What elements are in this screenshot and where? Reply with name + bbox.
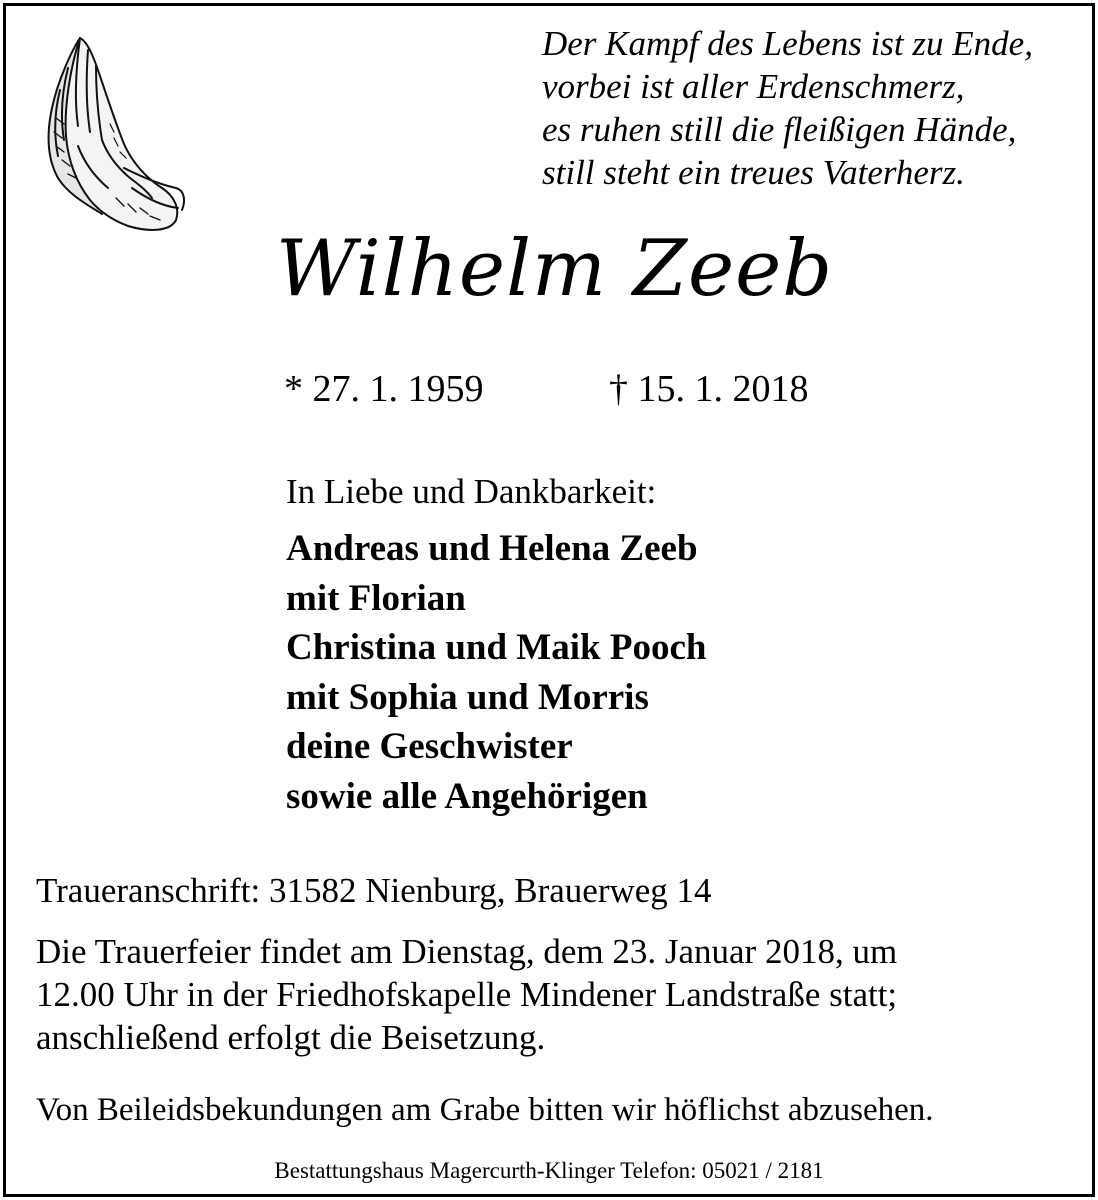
poem-line: Der Kampf des Lebens ist zu Ende, (542, 24, 1033, 63)
obituary-notice (3, 3, 1095, 1197)
mourners-list (286, 524, 706, 821)
memorial-poem (542, 22, 1033, 194)
mourner-entry: Andreas und Helena Zeeb (286, 528, 698, 569)
ceremony-line: anschließend erfolgt die Beisetzung. (36, 1018, 546, 1057)
mourner-entry: mit Sophia und Morris (286, 676, 649, 718)
praying-hands-icon (28, 28, 188, 238)
mourner-entry: deine Geschwister (286, 726, 573, 767)
mourner-entry: Christina und Maik Pooch (286, 627, 707, 668)
thanks-heading: In Liebe und Dankbarkeit: (286, 472, 657, 511)
mourner-entry: mit Florian (286, 577, 466, 619)
death-date: † 15. 1. 2018 (609, 368, 809, 410)
mourner-entry: sowie alle Angehörigen (286, 775, 648, 817)
mourning-address: Traueranschrift: 31582 Nienburg, Brauerweg 14 (36, 871, 712, 910)
birth-date: * 27. 1. 1959 (284, 368, 484, 410)
poem-line: es ruhen still die fleißigen Hände, (542, 110, 1017, 149)
poem-line: vorbei ist aller Erdenschmerz, (542, 67, 965, 106)
ceremony-info (36, 930, 897, 1059)
condolence-note: Von Beileidsbekundungen am Grabe bitten wir höflichst abzusehen. (36, 1092, 934, 1128)
poem-line: still steht ein treues Vaterherz. (542, 153, 965, 192)
deceased-name: Wilhelm Zeeb (276, 224, 834, 314)
ceremony-line: 12.00 Uhr in der Friedhofskapelle Mindener Landstraße statt; (36, 975, 898, 1014)
funeral-home-footer: Bestattungshaus Magercurth-Klinger Telefon: 05021 / 2181 (274, 1158, 824, 1183)
ceremony-line: Die Trauerfeier findet am Dienstag, dem 23. Januar 2018, um (36, 932, 898, 971)
